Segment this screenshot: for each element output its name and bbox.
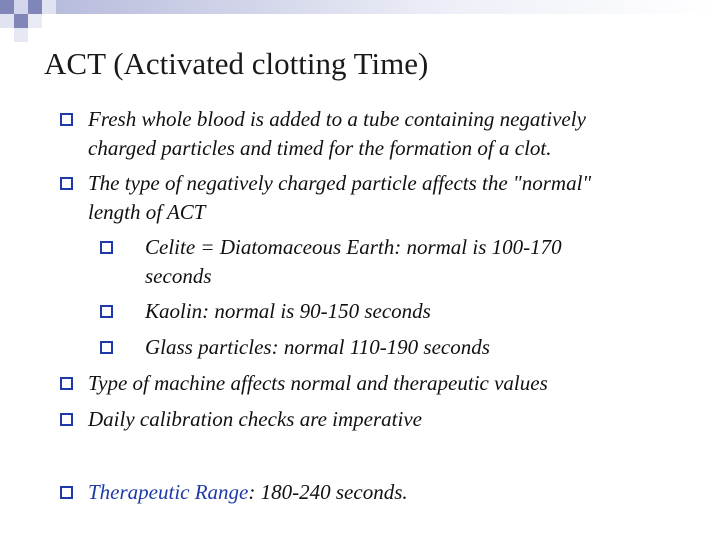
slide-title: ACT (Activated clotting Time) <box>44 46 429 81</box>
bullet-text: The type of negatively charged particle affects the "normal" <box>88 171 592 195</box>
sub-bullet-text: Kaolin: normal is 90-150 seconds <box>145 299 431 323</box>
deco-square <box>0 14 14 28</box>
bullet-text: charged particles and timed for the formation of a clot. <box>88 136 552 160</box>
hollow-square-bullet-icon <box>100 305 113 318</box>
deco-square <box>14 14 28 28</box>
sub-bullet-text: Celite = Diatomaceous Earth: normal is 100-170 <box>145 235 562 259</box>
deco-square <box>28 14 42 28</box>
deco-square <box>28 0 42 14</box>
bullet-text: Daily calibration checks are imperative <box>88 407 422 431</box>
bullet-text: length of ACT <box>88 200 206 224</box>
deco-gradient-bar <box>56 0 720 14</box>
decorative-header-pattern <box>0 0 720 40</box>
deco-square <box>42 0 56 14</box>
hollow-square-bullet-icon <box>60 413 73 426</box>
deco-square <box>14 0 28 14</box>
bullet-text: Type of machine affects normal and therapeutic values <box>88 371 548 395</box>
therapeutic-range-label: Therapeutic Range <box>88 480 249 504</box>
sub-bullet-text: Glass particles: normal 110-190 seconds <box>145 335 490 359</box>
therapeutic-range-text <box>88 479 408 505</box>
deco-square <box>14 28 28 42</box>
hollow-square-bullet-icon <box>60 486 73 499</box>
bullet-text: Fresh whole blood is added to a tube containing negatively <box>88 107 586 131</box>
therapeutic-range-value: : 180-240 seconds. <box>248 480 408 504</box>
hollow-square-bullet-icon <box>60 113 73 126</box>
hollow-square-bullet-icon <box>60 377 73 390</box>
deco-square <box>0 0 14 14</box>
sub-bullet-text: seconds <box>145 264 212 288</box>
hollow-square-bullet-icon <box>100 241 113 254</box>
hollow-square-bullet-icon <box>60 177 73 190</box>
hollow-square-bullet-icon <box>100 341 113 354</box>
